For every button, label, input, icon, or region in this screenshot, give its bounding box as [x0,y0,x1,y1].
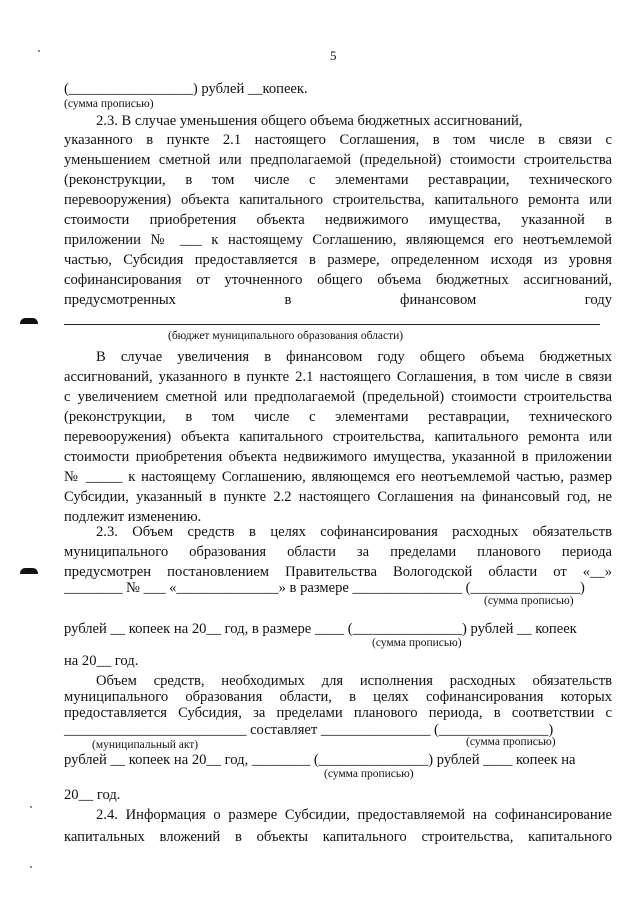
paragraph-line: (реконструкции, в том числе с элементами реставрации, технического [64,409,612,425]
caption-sum-words: (сумма прописью) [466,736,556,748]
page-number: 5 [330,48,337,63]
caption-sum-words: (сумма прописью) [64,98,154,110]
paragraph-line: В случае увеличения в финансовом году общего объема бюджетных [96,349,612,365]
paragraph-line: Объем средств, необходимых для исполнения расходных обязательств [96,673,612,689]
paragraph-line: Субсидии, указанный в пункте 2.2 настоящего Соглашения на финансовый год, не [64,489,612,505]
paragraph-line: рублей __ копеек на 20__ год, в размере ____ (_______________) рублей __ копеек [64,621,577,637]
paragraph-line: 2.3. В случае уменьшения общего объема бюджетных ассигнований, [96,113,523,129]
paragraph-line: стоимости приобретения объекта недвижимого имущества, указанной в [64,212,612,228]
paragraph-line: 20__ год. [64,787,121,803]
paragraph-line: ассигнований, указанного в пункте 2.1 настоящего Соглашения, в том числе в связи [64,369,612,385]
paragraph-line: 2.3. Объем средств в целях софинансирования расходных обязательств [96,524,612,540]
paragraph-line: муниципального образования области, в целях софинансирования которых [64,689,612,705]
paragraph-line: с увеличением сметной или предполагаемой (предельной) стоимости строительства [64,389,612,405]
paragraph-line: перевооружения) объекта капитального строительства, капитального ремонта или [64,429,612,445]
caption-municipal-act: (муниципальный акт) [92,739,199,751]
caption-sum-words: (сумма прописью) [372,637,462,649]
paragraph-line: капитальных вложений в объекты капитального строительства, капитального [64,829,612,845]
paragraph-line: стоимости приобретения объекта недвижимого имущества, указанной в приложении [64,449,612,465]
paragraph-line: приложении № ___ к настоящему Соглашению, являющемся его неотъемлемой [64,232,612,248]
paragraph-line: предоставляется Субсидия, за пределами планового периода, в соответствии с [64,705,612,721]
scan-speck [38,50,40,52]
paragraph-line: софинансирования от уточненного общего объема бюджетных ассигнований, [64,272,612,288]
paragraph-line: подлежит изменению. [64,509,202,525]
paragraph-line: перевооружения) объекта капитального строительства, капитального ремонта или [64,192,612,208]
paragraph-line: ________ № ___ «______________» в размере _______________ (_______________) [64,580,585,596]
paragraph-line: на 20__ год. [64,653,139,669]
fill-in-line [64,324,600,325]
scan-speck [30,806,32,808]
punch-hole-mark [20,568,38,574]
caption-sum-words: (сумма прописью) [324,768,414,780]
paragraph-line: 2.4. Информация о размере Субсидии, предоставляемой на софинансирование [96,807,612,823]
paragraph-line: № _____ к настоящему Соглашению, являющемся его неотъемлемой частью, размер [64,469,612,485]
paragraph-line: (реконструкции, в том числе с элементами реставрации, технического [64,172,612,188]
paragraph-line: предусмотренных в финансовом году [64,292,612,308]
paragraph-line: уменьшением сметной или предполагаемой (предельной) стоимости строительства [64,152,612,168]
paragraph-line: муниципального образования области за пределами планового периода [64,544,612,560]
paragraph-line: _________________________ составляет _______________ (_______________) [64,722,554,738]
caption-sum-words: (сумма прописью) [484,595,574,607]
paragraph-line: частью, Субсидия предоставляется в размере, определенном исходя из уровня [64,252,612,268]
paragraph-line: предусмотрен постановлением Правительства Вологодской области от «__» [64,564,612,580]
amount-line: (_________________) рублей __копеек. [64,81,308,97]
scan-speck [30,866,32,868]
caption-budget: (бюджет муниципального образования области) [168,330,404,342]
paragraph-line: указанного в пункте 2.1 настоящего Соглашения, в том числе в связи с [64,132,612,148]
punch-hole-mark [20,318,38,324]
paragraph-line: рублей __ копеек на 20__ год, ________ (_______________) рублей ____ копеек на [64,752,576,768]
